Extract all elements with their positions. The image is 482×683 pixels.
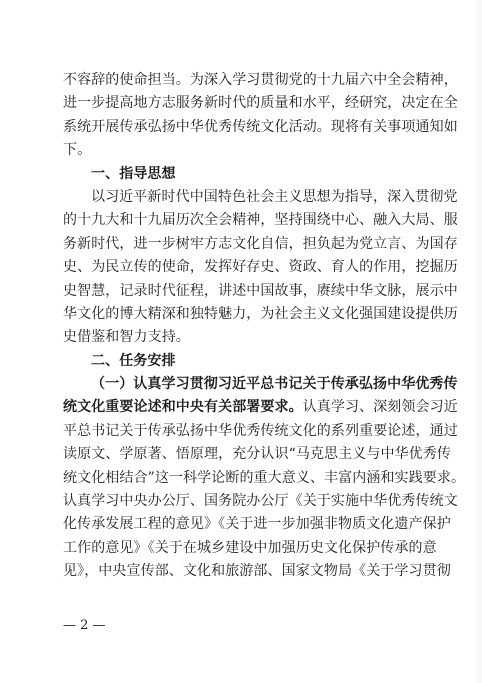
paragraph-line: 史借鉴和智力支持。: [63, 329, 190, 346]
paragraph-line: 华文化的博大精深和独特魅力，为社会主义文化强国建设提供历: [63, 305, 458, 322]
scan-edge-shading: [472, 0, 482, 683]
paragraph-line: 下。: [63, 142, 92, 159]
section-heading-task-arrangement: 二、任务安排: [91, 352, 176, 369]
page-number: — 2 —: [63, 618, 106, 633]
paragraph-line: 读原文、学原著、悟原理，充分认识“马克思主义与中华优秀传: [63, 446, 451, 463]
paragraph-line: 以习近平新时代中国特色社会主义思想为指导，深入贯彻党: [91, 188, 458, 205]
section-heading-guiding-ideology: 一、指导思想: [91, 165, 176, 182]
paragraph-line: 系统开展传承弘扬中华优秀传统文化活动。现将有关事项通知如: [63, 118, 458, 135]
paragraph-line: 不容辞的使命担当。为深入学习贯彻党的十九届六中全会精神，: [63, 72, 458, 88]
paragraph-line: 工作的意见》《关于在城乡建设中加强历史文化保护传承的意: [63, 539, 437, 556]
paragraph-line: 史智慧，记录时代征程，讲述中国故事，赓续中华文脉，展示中: [63, 282, 458, 299]
paragraph-line: 化传承发展工程的意见》《关于进一步加强非物质文化遗产保护: [63, 516, 451, 533]
paragraph-line: 见》，中央宣传部、文化和旅游部、国家文物局《关于学习贯彻: [63, 563, 451, 580]
item-body-run: 认真学习、深刻领会习近: [302, 399, 458, 416]
paragraph-line: 认真学习中央办公厅、国务院办公厅《关于实施中华优秀传统文: [63, 493, 458, 510]
paragraph-line: 务新时代，进一步树牢方志文化自信，担负起为党立言、为国存: [63, 235, 458, 252]
item-heading-bold-run: 统文化重要论述和中央有关部署要求。: [63, 399, 303, 416]
paragraph-line: 的十九大和十九届历次全会精神，坚持围绕中心、融入大局、服: [63, 212, 458, 229]
item-heading-line: （一）认真学习贯彻习近平总书记关于传承弘扬中华优秀传: [91, 376, 458, 393]
paragraph-line: 统文化相结合”这一科学论断的重大意义、丰富内涵和实践要求。: [63, 469, 466, 486]
paragraph-line: 平总书记关于传承弘扬中华优秀传统文化的系列重要论述，通过: [63, 422, 458, 439]
document-body: [63, 69, 466, 584]
paragraph-line: 进一步提高地方志服务新时代的质量和水平，经研究，决定在全: [63, 95, 458, 112]
paragraph-line: 史、为民立传的使命，发挥好存史、资政、育人的作用，挖掘历: [63, 259, 458, 276]
item-heading-line-mixed: [63, 396, 458, 419]
